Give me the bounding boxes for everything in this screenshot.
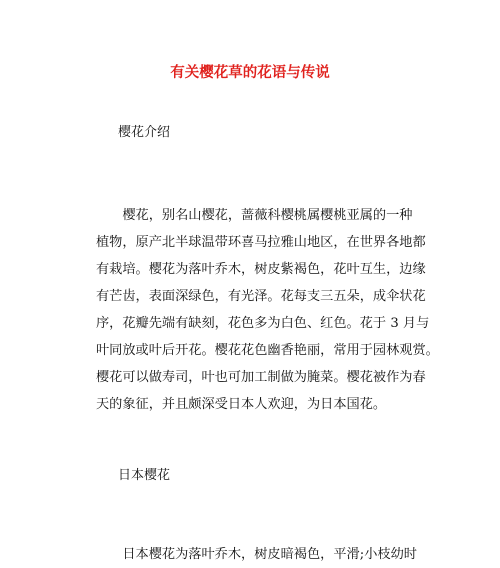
paragraph-line: 日本樱花为落叶乔木，树皮暗褐色，平滑;小枝幼时 <box>96 547 417 562</box>
paragraph-japan <box>96 541 436 568</box>
paragraph-line: 樱花，别名山樱花，蔷薇科樱桃属樱桃亚属的一种 <box>96 208 413 223</box>
paragraph-line: 有栽培。樱花为落叶乔木，树皮紫褐色，花叶互生，边缘 <box>96 262 426 277</box>
section-heading-intro: 樱花介绍 <box>118 125 171 140</box>
paragraph-line: 植物，原产北半球温带环喜马拉雅山地区，在世界各地都 <box>96 235 426 250</box>
paragraph-line: 叶同放或叶后开花。樱花花色幽香艳丽，常用于园林观赏。 <box>96 343 439 358</box>
section-heading-japan: 日本樱花 <box>118 468 171 483</box>
paragraph-line: 天的象征，并且颇深受日本人欢迎，为日本国花。 <box>96 397 387 412</box>
paragraph-intro <box>96 202 439 418</box>
paragraph-line: 有芒齿，表面深绿色，有光泽。花每支三五朵，成伞状花 <box>96 289 426 304</box>
paragraph-line: 樱花可以做寿司，叶也可加工制做为腌菜。樱花被作为春 <box>96 370 426 385</box>
document-title: 有关樱花草的花语与传说 <box>170 65 330 81</box>
paragraph-line: 序，花瓣先端有缺刻，花色多为白色、红色。花于 3 月与 <box>96 316 430 331</box>
